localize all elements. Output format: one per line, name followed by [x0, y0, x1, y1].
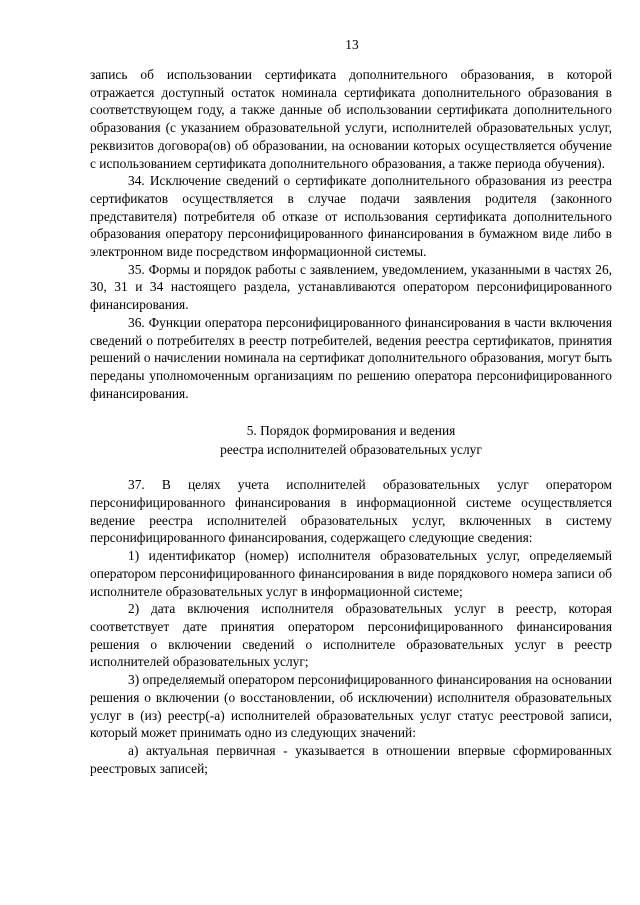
paragraph-36: 36. Функции оператора персонифицированного финансирования в части включения сведений о потребителях в реестр потребителей, ведения реестра сертификатов, принятия решений о начислении номинала на сертификат дополнительного образования, могут быть переданы уполномоченным организациям по решению оператора персонифицированного финансирования.: [90, 314, 612, 401]
list-item-2: 2) дата включения исполнителя образовательных услуг в реестр, которая соответствует дате принятия оператором персонифицированного финансирования решения о включении сведений о исполнителе образовательных услуг в реестр исполнителей образовательных услуг;: [90, 601, 612, 670]
paragraph-34: 34. Исключение сведений о сертификате дополнительного образования из реестра сертификатов осуществляется в случае подачи заявления родителя (законного представителя) потребителя об отказе от использования сертификата дополнительного образования оператору персонифицированного финансирования в бумажном виде либо в электронном виде посредством информационной системы.: [90, 173, 612, 260]
list-item-1: 1) идентификатор (номер) исполнителя образовательных услуг, определяемый оператором персонифицированного финансирования в виде порядкового номера записи об исполнителе образовательных услуг в информационной системе;: [90, 548, 612, 599]
section-heading-line2: реестра исполнителей образовательных услуг: [220, 441, 482, 457]
paragraph-37: 37. В целях учета исполнителей образовательных услуг оператором персонифицированного финансирования в информационной системе осуществляется ведение реестра исполнителей образовательных услуг, включенных в систему персонифицированного финансирования, содержащего следующие сведения:: [90, 477, 612, 546]
list-item-3: 3) определяемый оператором персонифицированного финансирования на основании решения о включении (о восстановлении, об исключении) исполнителя образовательных услуг в (из) реестр(-а) исполнителей образовательных услуг статус реестровой записи, который может принимать одно из следующих значений:: [90, 672, 612, 741]
paragraph-continuation: запись об использовании сертификата дополнительного образования, в которой отражается доступный остаток номинала сертификата дополнительного образования в соответствующем году, а также данные об использовании сертификата дополнительного образования (с указанием образовательной услуги, исполнителей образовательных услуг, реквизитов договора(ов) об образовании, на основании которых осуществляется обучение с использованием сертификата дополнительного образования, а также периода обучения).: [90, 67, 612, 171]
section-heading-line1: 5. Порядок формирования и ведения: [246, 423, 456, 439]
page-number: 13: [345, 37, 359, 52]
list-item-a: а) актуальная первичная - указывается в отношении впервые сформированных реестровых записей;: [90, 742, 612, 776]
paragraph-35: 35. Формы и порядок работы с заявлением, уведомлением, указанными в частях 26, 30, 31 и 34 настоящего раздела, устанавливаются оператором персонифицированного финансирования.: [90, 261, 612, 313]
section-heading: [90, 422, 612, 459]
